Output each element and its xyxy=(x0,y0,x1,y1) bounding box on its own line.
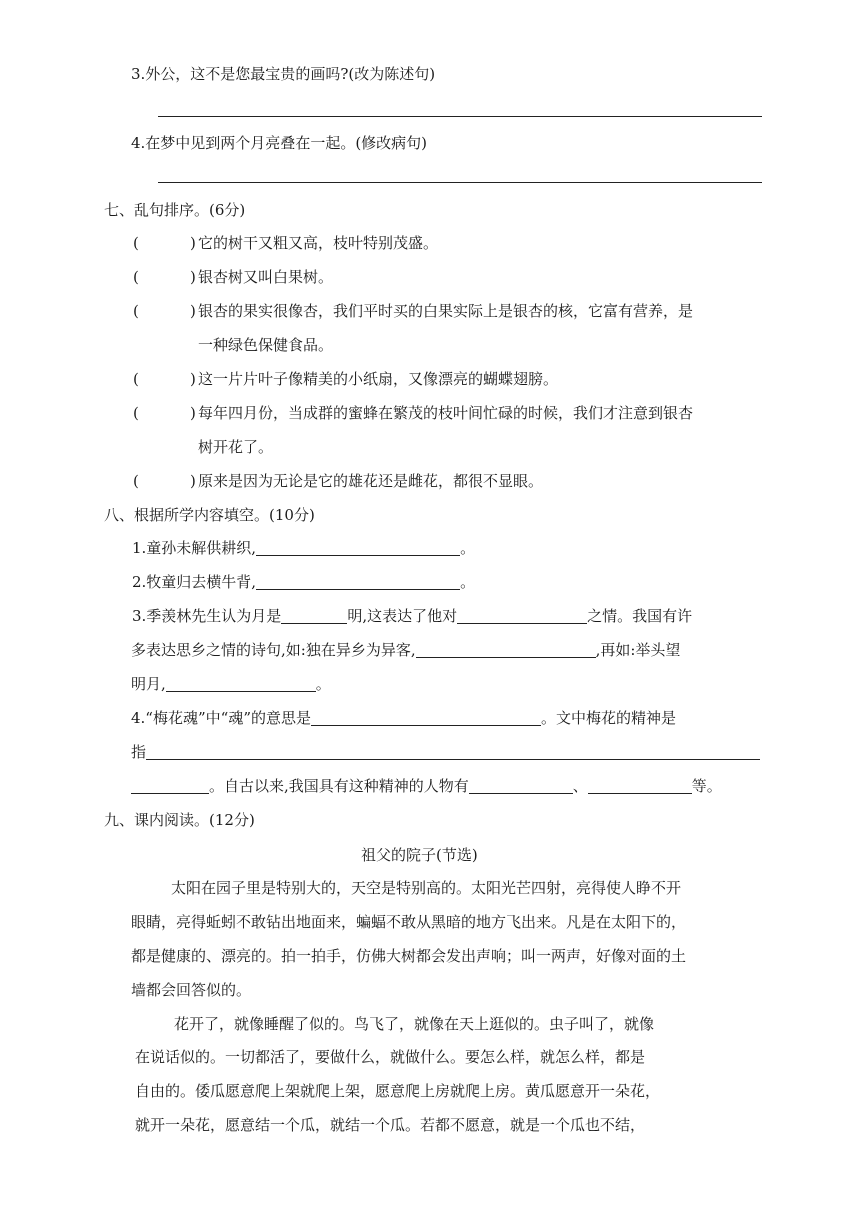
fill-blank-3a[interactable] xyxy=(281,607,347,624)
fill-line-6 xyxy=(131,708,676,728)
section-8-title: 八、根据所学内容填空。(10分) xyxy=(104,506,315,524)
sentence-1: 它的树干又粗又高，枝叶特别茂盛。 xyxy=(198,234,439,252)
fill-2-prefix: 2.牧童归去横牛背, xyxy=(132,573,257,591)
fill-3-suffix: 之情。我国有许 xyxy=(587,607,693,625)
fill-line-8 xyxy=(131,776,722,796)
fill-3-middle: 明,这表达了他对 xyxy=(347,607,458,625)
fill-2-suffix: 。 xyxy=(460,573,476,591)
fill-1-prefix: 1.童孙未解供耕织, xyxy=(132,539,257,557)
fill-blank-8b[interactable] xyxy=(469,777,573,794)
fill-blank-3b[interactable] xyxy=(457,607,587,624)
paragraph-2-line-1: 花开了，就像睡醒了似的。鸟飞了，就像在天上逛似的。虫子叫了，就像 xyxy=(174,1015,655,1033)
paragraph-1-line-2: 眼睛，亮得蚯蚓不敢钻出地面来，蝙蝠不敢从黑暗的地方飞出来。凡是在太阳下的， xyxy=(131,913,687,931)
fill-6-suffix: 。文中梅花的精神是 xyxy=(541,709,677,727)
fill-blank-8c[interactable] xyxy=(588,777,692,794)
paragraph-1-line-3: 都是健康的、漂亮的。拍一拍手，仿佛大树都会发出声响；叫一两声，好像对面的土 xyxy=(131,947,687,965)
fill-6-prefix: 4.“梅花魂”中“魂”的意思是 xyxy=(131,709,311,727)
fill-blank-6[interactable] xyxy=(311,709,541,726)
question-3: 3.外公，这不是您最宝贵的画吗?(改为陈述句) xyxy=(131,65,436,83)
fill-blank-5[interactable] xyxy=(166,675,316,692)
fill-blank-1[interactable] xyxy=(256,539,460,556)
paragraph-2-line-4: 就开一朵花，愿意结一个瓜，就结一个瓜。若都不愿意，就是一个瓜也不结， xyxy=(135,1116,646,1134)
fill-line-4 xyxy=(131,640,680,660)
question-4: 4.在梦中见到两个月亮叠在一起。(修改病句) xyxy=(131,134,428,152)
fill-line-2 xyxy=(132,572,475,592)
fill-8-middle: 。自古以来,我国具有这种精神的人物有 xyxy=(209,777,469,795)
passage-title: 祖父的院子(节选) xyxy=(361,846,478,864)
exam-page: 3.外公，这不是您最宝贵的画吗?(改为陈述句) 4.在梦中见到两个月亮叠在一起。(修改病句) 七、乱句排序。(6分) ( ) 它的树干又粗又高，枝叶特别茂盛。 ( ) 银杏树又叫白果树。 ( ) 银杏的果实很像杏，我们平时买的白果实际上是银杏的核，它富有营养，是 一种绿色保健食品。 ( ) 这一片片叶子像精美的小纸扇，又像漂亮的蝴蝶翅膀。 ( ) 每年四月份，当成群的蜜蜂在繁茂的枝叶间忙碌的时候，我们才注意到银杏 树开花了。 ( ) 原来是因为无论是它的雄花还是雌花，都很不显眼。 八、根据所学内容填空。(10分) 1.童孙未解供耕织, 。 2.牧童归去横牛背, 。 3.季羡林先生认为月是 明,这表达了他对 之情。我国有许 多表达思乡之情的诗句,如:独在异乡为异客, ,再如:举头望 明月, 。 4.“梅花魂”中“魂”的意思是 。文中梅花的精神是 指 。自古以来,我国具有这种精神的人物有 、 等。 九、课内阅读。(12分) 祖父的院子(节选) 太阳在园子里是特别大的，天空是特别高的。太阳光芒四射，亮得使人睁不开 眼睛，亮得蚯蚓不敢钻出地面来，蝙蝠不敢从黑暗的地方飞出来。凡是在太阳下的， 都是健康的、漂亮的。拍一拍手，仿佛大树都会发出声响；叫一两声，好像对面的土 墙都会回答似的。 花开了，就像睡醒了似的。鸟飞了，就像在天上逛似的。虫子叫了，就像 在说话似的。一切都活了，要做什么，就做什么。要怎么样，就怎么样，都是 自由的。倭瓜愿意爬上架就爬上架，愿意爬上房就爬上房。黄瓜愿意开一朵花， 就开一朵花，愿意结一个瓜，就结一个瓜。若都不愿意，就是一个瓜也不结， xyxy=(0,0,860,1216)
sentence-5-line-2: 树开花了。 xyxy=(198,438,274,456)
paragraph-2-line-3: 自由的。倭瓜愿意爬上架就爬上架，愿意爬上房就爬上房。黄瓜愿意开一朵花， xyxy=(135,1082,661,1100)
section-9-title: 九、课内阅读。(12分) xyxy=(104,811,255,829)
fill-line-1 xyxy=(132,538,475,558)
fill-8-suffix: 等。 xyxy=(691,777,722,795)
answer-line-q4[interactable] xyxy=(158,182,762,183)
paragraph-1-line-1: 太阳在园子里是特别大的，天空是特别高的。太阳光芒四射，亮得使人睁不开 xyxy=(171,879,682,897)
sentence-2: 银杏树又叫白果树。 xyxy=(198,268,334,286)
fill-blank-4[interactable] xyxy=(416,641,596,658)
sentence-3-line-2: 一种绿色保健食品。 xyxy=(198,336,334,354)
fill-line-5 xyxy=(131,674,331,694)
fill-3-prefix: 3.季羡林先生认为月是 xyxy=(132,607,282,625)
section-7-title: 七、乱句排序。(6分) xyxy=(104,201,246,219)
fill-4-prefix: 多表达思乡之情的诗句,如:独在异乡为异客, xyxy=(131,641,416,659)
fill-blank-8a[interactable] xyxy=(131,777,209,794)
fill-1-suffix: 。 xyxy=(460,539,476,557)
fill-blank-2[interactable] xyxy=(256,573,460,590)
fill-5-suffix: 。 xyxy=(315,675,331,693)
fill-7-prefix: 指 xyxy=(131,743,147,761)
paragraph-1-line-4: 墙都会回答似的。 xyxy=(131,981,252,999)
fill-blank-7[interactable] xyxy=(146,743,760,760)
sentence-3-line-1: 银杏的果实很像杏，我们平时买的白果实际上是银杏的核，它富有营养，是 xyxy=(198,302,694,320)
answer-line-q3[interactable] xyxy=(158,116,762,117)
fill-line-7 xyxy=(131,742,760,762)
sentence-6: 原来是因为无论是它的雄花还是雌花，都很不显眼。 xyxy=(198,472,544,490)
fill-5-prefix: 明月, xyxy=(131,675,166,693)
fill-line-3 xyxy=(132,606,692,626)
sentence-5-line-1: 每年四月份，当成群的蜜蜂在繁茂的枝叶间忙碌的时候，我们才注意到银杏 xyxy=(198,404,694,422)
paragraph-2-line-2: 在说话似的。一切都活了，要做什么，就做什么。要怎么样，就怎么样，都是 xyxy=(135,1048,646,1066)
sentence-4: 这一片片叶子像精美的小纸扇，又像漂亮的蝴蝶翅膀。 xyxy=(198,370,559,388)
fill-4-suffix: ,再如:举头望 xyxy=(595,641,681,659)
fill-8-sep: 、 xyxy=(572,777,588,795)
